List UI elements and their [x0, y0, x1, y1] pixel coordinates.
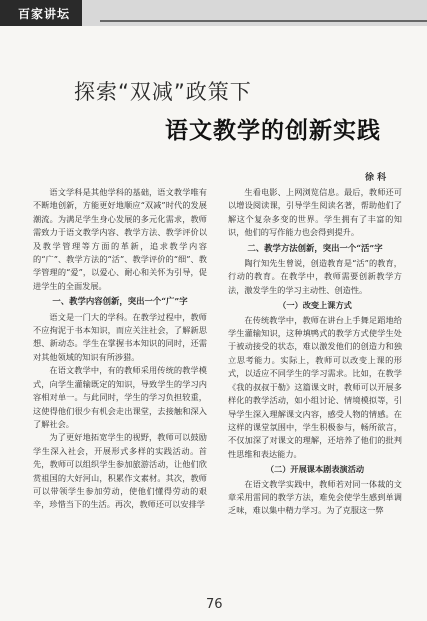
author-name: 徐 科 [365, 173, 387, 183]
section-label: 百家讲坛 [18, 7, 71, 21]
section-heading: （一）改变上课方式 [278, 300, 352, 311]
paragraph: 为了更好地拓宽学生的视野，教师可以鼓励学生深入社会，开展形式多样的实践活动。首先，教师可以组织学生参加旅游活动，让他们欣赏祖国的大好河山，积累作文素材。其次，教师可以带领学生参加劳动，使他们懂得劳动的艰辛，珍惜当下的生活。再次，教师还可以安排学 [33, 432, 207, 510]
page-number: 76 [206, 597, 223, 612]
section-tab [0, 0, 82, 26]
section-heading: 二、教学方法创新，突出一个“活”字 [247, 242, 383, 253]
paragraph: 在语文教学实践中，教师若对同一体裁的文章采用雷同的教学方法，难免会使学生感到单调乏味，难以集中精力学习。为了克服这一弊 [228, 478, 402, 516]
paragraph: 陶行知先生曾说，创造教育是“活”的教育，行动的教育。在教学中，教师需要创新教学方法，激发学生的学习主动性、创造性。 [228, 258, 402, 295]
section-heading: 一、教学内容创新，突出一个“广”字 [52, 296, 188, 307]
right-column [228, 186, 402, 518]
article-title-line1: 探索“双减”政策下 [74, 80, 252, 104]
paragraph: 在传统教学中，教师在讲台上手舞足蹈地给学生灌输知识，这种填鸭式的教学方式使学生处于被动接受的状态，难以激发他们的创造力和独立思考能力。实际上，教师可以改变上课的形式，以适应不同学生的学习需求。比如，在教学《我的叔叔于勒》这篇课文时，教师可以开展多样化的教学活动，如小组讨论、情境模拟等，引导学生深入理解课文内容，感受人物的情感。在这样的课堂氛围中，学生积极参与，畅所欲言，不仅加深了对课文的理解，还培养了他们的批判性思维和表达能力。 [228, 314, 402, 459]
section-heading: （二）开展课本剧表演活动 [265, 464, 365, 475]
paragraph: 生看电影、上网浏览信息。最后，教师还可以增设阅读课，引导学生阅读名著，帮助他们了解这个复杂多变的世界。学生拥有了丰富的知识，他们的写作能力也会得到提升。 [228, 187, 402, 238]
paragraph: 在语文教学中，有的教师采用传统的教学模式，向学生灌输既定的知识，导致学生的学习内容相对单一。与此同时，学生的学习负担较重，这使得他们很少有机会走出课堂，去接触和深入了解社会。 [33, 365, 207, 429]
header-rule [100, 20, 427, 22]
section-header-band [0, 0, 427, 26]
paragraph: 语文是一门大的学科。在教学过程中，教师不应拘泥于书本知识，而应关注社会，了解新思想、新动态。学生在掌握书本知识的同时，还需对其他领域的知识有所涉猎。 [33, 311, 207, 362]
left-column [33, 186, 207, 512]
article-title-line2: 语文教学的创新实践 [165, 118, 381, 144]
paragraph: 语文学科是其他学科的基础，语文教学唯有不断地创新，方能更好地顺应“双减”时代的发展潮流。为满足学生身心发展的多元化需求，教师需致力于语文教学内容、教学方法、教学评价以及教学管理等方面的革新，追求教学内容的“广”、教学方法的“活”、教学评价的“细”、教学管理的“爱”，以爱心、耐心和关怀为引导，促进学生的全面发展。 [33, 187, 207, 291]
